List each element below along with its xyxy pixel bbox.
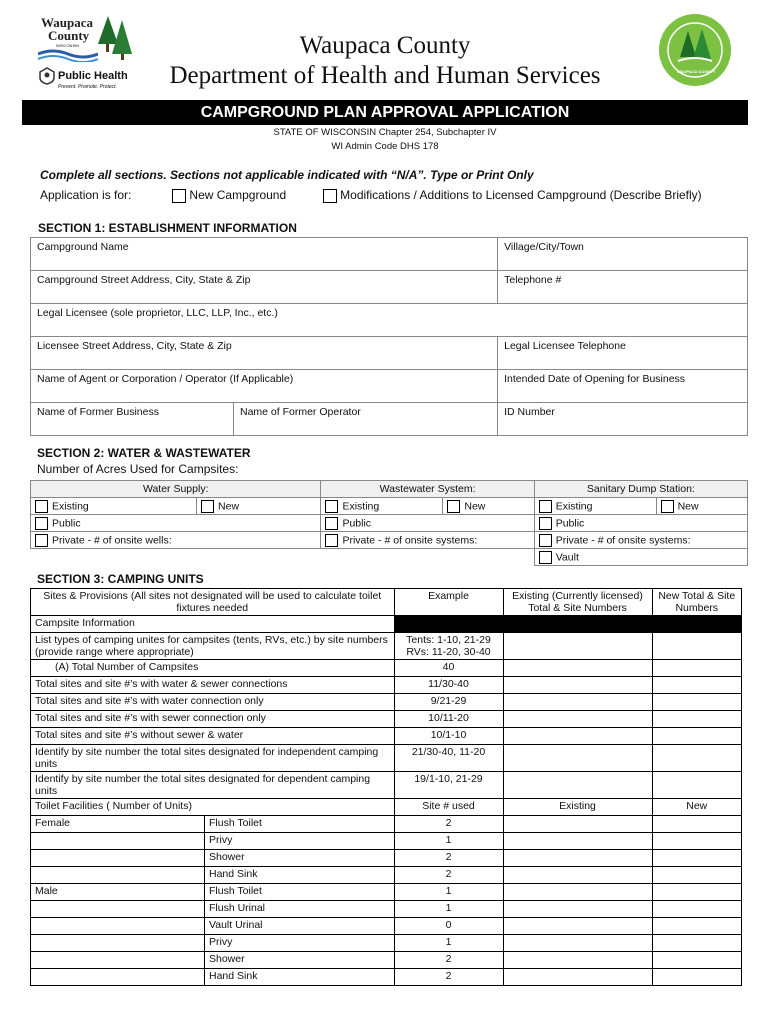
dump-private-checkbox[interactable]	[539, 534, 552, 547]
fixture-name: Flush Toilet	[205, 816, 395, 833]
empty-cell	[31, 549, 321, 566]
unit-row-example: 10/11-20	[394, 711, 503, 728]
licensee-address-field[interactable]: Licensee Street Address, City, State & Zip	[31, 337, 498, 370]
new-input[interactable]	[652, 694, 742, 711]
empty-cell	[31, 850, 205, 867]
fixture-value: 2	[394, 867, 503, 884]
waste-existing[interactable]	[321, 498, 443, 515]
water-existing[interactable]	[31, 498, 197, 515]
new-input[interactable]	[652, 850, 742, 867]
org-title-line2: Department of Health and Human Services	[169, 62, 601, 89]
new-input[interactable]	[652, 969, 742, 986]
new-input[interactable]	[652, 901, 742, 918]
unit-row-label: Identify by site number the total sites designated for independent camping units	[31, 745, 395, 772]
existing-input[interactable]	[503, 694, 652, 711]
empty-cell	[321, 549, 534, 566]
fixture-name: Flush Urinal	[205, 901, 395, 918]
water-public[interactable]	[31, 515, 321, 532]
water-private-label: Private - # of onsite wells:	[52, 533, 172, 546]
new-input[interactable]	[652, 745, 742, 772]
dump-new-checkbox[interactable]	[661, 500, 674, 513]
waste-public-label: Public	[342, 516, 372, 529]
male-label: Male	[31, 884, 205, 901]
application-for-label: Application is for:	[40, 188, 132, 202]
id-number-field[interactable]: ID Number	[498, 403, 748, 436]
unit-row-example: 9/21-29	[394, 694, 503, 711]
existing-col-header: Existing	[503, 799, 652, 816]
section3-title: SECTION 3: CAMPING UNITS	[37, 572, 204, 586]
dump-existing[interactable]	[534, 498, 656, 515]
waste-new[interactable]	[443, 498, 534, 515]
licensee-telephone-field[interactable]: Legal Licensee Telephone	[498, 337, 748, 370]
form-title-banner: CAMPGROUND PLAN APPROVAL APPLICATION	[22, 100, 748, 125]
existing-input[interactable]	[503, 772, 652, 799]
campsite-info-label: Campsite Information	[31, 616, 395, 633]
fixture-name: Hand Sink	[205, 867, 395, 884]
empty-cell	[31, 833, 205, 850]
existing-input[interactable]	[503, 660, 652, 677]
empty-cell	[31, 867, 205, 884]
empty-cell	[31, 918, 205, 935]
new-input[interactable]	[652, 728, 742, 745]
water-public-label: Public	[52, 516, 81, 529]
legal-licensee-field[interactable]: Legal Licensee (sole proprietor, LLC, LLP, Inc., etc.)	[31, 304, 748, 337]
waste-existing-label: Existing	[342, 499, 380, 512]
instructions: Complete all sections. Sections not applicable indicated with “N/A”. Type or Print Only	[40, 168, 534, 182]
fixture-name: Flush Toilet	[205, 884, 395, 901]
waste-private-checkbox[interactable]	[325, 534, 338, 547]
existing-input[interactable]	[503, 816, 652, 833]
existing-input[interactable]	[503, 633, 652, 660]
fixture-value: 1	[394, 884, 503, 901]
former-business-field[interactable]: Name of Former Business	[31, 403, 234, 436]
existing-input[interactable]	[503, 867, 652, 884]
unit-row-example: 11/30-40	[394, 677, 503, 694]
logo-county-line1: Waupaca	[41, 15, 94, 30]
acres-label: Number of Acres Used for Campsites:	[37, 462, 239, 476]
section1-title: SECTION 1: ESTABLISHMENT INFORMATION	[38, 221, 297, 235]
water-supply-header: Water Supply:	[31, 481, 321, 498]
fixture-value: 2	[394, 969, 503, 986]
section2-title: SECTION 2: WATER & WASTEWATER	[37, 446, 251, 460]
new-input[interactable]	[652, 772, 742, 799]
toilet-facilities-label: Toilet Facilities ( Number of Units)	[31, 799, 395, 816]
former-operator-field[interactable]: Name of Former Operator	[234, 403, 498, 436]
existing-input[interactable]	[503, 745, 652, 772]
waste-private[interactable]	[321, 532, 534, 549]
logo-public-health: Public Health	[58, 70, 128, 82]
water-wastewater-table	[30, 480, 748, 566]
existing-input[interactable]	[503, 850, 652, 867]
water-private-checkbox[interactable]	[35, 534, 48, 547]
existing-input[interactable]	[503, 711, 652, 728]
waste-new-checkbox[interactable]	[447, 500, 460, 513]
dump-public-label: Public	[555, 516, 585, 529]
water-private[interactable]	[31, 532, 321, 549]
application-for-row	[40, 188, 702, 203]
fixture-value: 2	[394, 952, 503, 969]
fixture-name: Privy	[205, 935, 395, 952]
dump-vault-checkbox[interactable]	[539, 551, 552, 564]
dump-private[interactable]	[534, 532, 747, 549]
village-field[interactable]: Village/City/Town	[498, 238, 748, 271]
unit-row-label: (A) Total Number of Campsites	[31, 660, 395, 677]
waste-new-label: New	[464, 499, 486, 512]
fixture-value: 2	[394, 850, 503, 867]
new-input[interactable]	[652, 633, 742, 660]
new-input[interactable]	[652, 952, 742, 969]
logo-tagline: Prevent. Promote. Protect.	[58, 84, 117, 90]
campground-name-field[interactable]: Campground Name	[31, 238, 498, 271]
unit-row-label: List types of camping unites for campsites (tents, RVs, etc.) by site numbers (provide range where appropriate)	[31, 633, 395, 660]
fixture-value: 1	[394, 833, 503, 850]
agent-field[interactable]: Name of Agent or Corporation / Operator (If Applicable)	[31, 370, 498, 403]
existing-input[interactable]	[503, 952, 652, 969]
water-new[interactable]	[197, 498, 321, 515]
telephone-field[interactable]: Telephone #	[498, 271, 748, 304]
unit-row-label: Total sites and site #’s without sewer & water	[31, 728, 395, 745]
existing-input[interactable]	[503, 935, 652, 952]
unit-row-example: 40	[394, 660, 503, 677]
new-campground-checkbox[interactable]	[172, 189, 186, 203]
empty-cell	[31, 952, 205, 969]
logo-county-line2: County	[48, 28, 90, 43]
fixture-value: 0	[394, 918, 503, 935]
unit-row-label: Total sites and site #’s with water & sewer connections	[31, 677, 395, 694]
dump-station-header: Sanitary Dump Station:	[534, 481, 747, 498]
new-input[interactable]	[652, 935, 742, 952]
establishment-table	[30, 237, 748, 436]
new-input[interactable]	[652, 884, 742, 901]
water-new-label: New	[218, 499, 240, 512]
water-new-checkbox[interactable]	[201, 500, 214, 513]
unit-row-label: Total sites and site #’s with water connection only	[31, 694, 395, 711]
new-col-header: New	[652, 799, 742, 816]
org-title-line1: Waupaca County	[299, 32, 471, 59]
waste-private-label: Private - # of onsite systems:	[342, 533, 478, 546]
seal-text: WAUPACA COUNTY	[677, 69, 716, 74]
unit-row-label: Total sites and site #’s with sewer connection only	[31, 711, 395, 728]
existing-header: Existing (Currently licensed) Total & Site Numbers	[503, 589, 652, 616]
existing-input[interactable]	[503, 677, 652, 694]
new-input[interactable]	[652, 833, 742, 850]
sites-provisions-header: Sites & Provisions (All sites not designated will be used to calculate toilet fixtures needed	[31, 589, 395, 616]
waste-existing-checkbox[interactable]	[325, 500, 338, 513]
dump-public-checkbox[interactable]	[539, 517, 552, 530]
admin-code-line: WI Admin Code DHS 178	[331, 141, 439, 152]
new-input[interactable]	[652, 660, 742, 677]
existing-input[interactable]	[503, 833, 652, 850]
logo-state: WISCONSIN	[56, 43, 80, 48]
new-input[interactable]	[652, 867, 742, 884]
opening-date-field[interactable]: Intended Date of Opening for Business	[498, 370, 748, 403]
new-input[interactable]	[652, 711, 742, 728]
dump-new[interactable]	[656, 498, 747, 515]
unit-row-example: 10/1-10	[394, 728, 503, 745]
site-used-header: Site # used	[394, 799, 503, 816]
empty-cell	[31, 969, 205, 986]
dump-existing-label: Existing	[555, 499, 593, 512]
fixture-value: 2	[394, 816, 503, 833]
unit-row-example: Tents: 1-10, 21-29 RVs: 11-20, 30-40	[394, 633, 503, 660]
modifications-checkbox[interactable]	[323, 189, 337, 203]
new-input[interactable]	[652, 816, 742, 833]
modifications-label: Modifications / Additions to Licensed Campground (Describe Briefly)	[340, 188, 702, 202]
fixture-name: Privy	[205, 833, 395, 850]
dump-existing-checkbox[interactable]	[539, 500, 552, 513]
dump-public[interactable]	[534, 515, 747, 532]
waste-public-checkbox[interactable]	[325, 517, 338, 530]
fixture-name: Hand Sink	[205, 969, 395, 986]
unit-row-label: Identify by site number the total sites designated for dependent camping units	[31, 772, 395, 799]
dump-new-label: New	[677, 499, 699, 512]
campground-address-field[interactable]: Campground Street Address, City, State & Zip	[31, 271, 498, 304]
existing-input[interactable]	[503, 728, 652, 745]
dump-vault[interactable]	[534, 549, 747, 566]
fixture-value: 1	[394, 901, 503, 918]
waste-public[interactable]	[321, 515, 534, 532]
fixture-name: Vault Urinal	[205, 918, 395, 935]
new-input[interactable]	[652, 677, 742, 694]
wastewater-header: Wastewater System:	[321, 481, 534, 498]
dump-vault-label: Vault	[555, 550, 579, 563]
existing-input[interactable]	[503, 901, 652, 918]
existing-input[interactable]	[503, 969, 652, 986]
water-existing-label: Existing	[52, 499, 89, 512]
empty-cell	[31, 935, 205, 952]
new-header: New Total & Site Numbers	[652, 589, 742, 616]
unit-row-example: 19/1-10, 21-29	[394, 772, 503, 799]
new-campground-label: New Campground	[189, 188, 287, 202]
water-existing-checkbox[interactable]	[35, 500, 48, 513]
fixture-name: Shower	[205, 952, 395, 969]
camping-units-table	[30, 588, 742, 986]
fixture-value: 1	[394, 935, 503, 952]
existing-input[interactable]	[503, 884, 652, 901]
unit-row-example: 21/30-40, 11-20	[394, 745, 503, 772]
fixture-name: Shower	[205, 850, 395, 867]
female-label: Female	[31, 816, 205, 833]
dump-private-label: Private - # of onsite systems:	[555, 533, 691, 546]
example-header: Example	[394, 589, 503, 616]
existing-input[interactable]	[503, 918, 652, 935]
new-input[interactable]	[652, 918, 742, 935]
empty-cell	[31, 901, 205, 918]
black-bar	[394, 616, 742, 633]
statute-line: STATE OF WISCONSIN Chapter 254, Subchapter IV	[273, 127, 497, 138]
water-public-checkbox[interactable]	[35, 517, 48, 530]
